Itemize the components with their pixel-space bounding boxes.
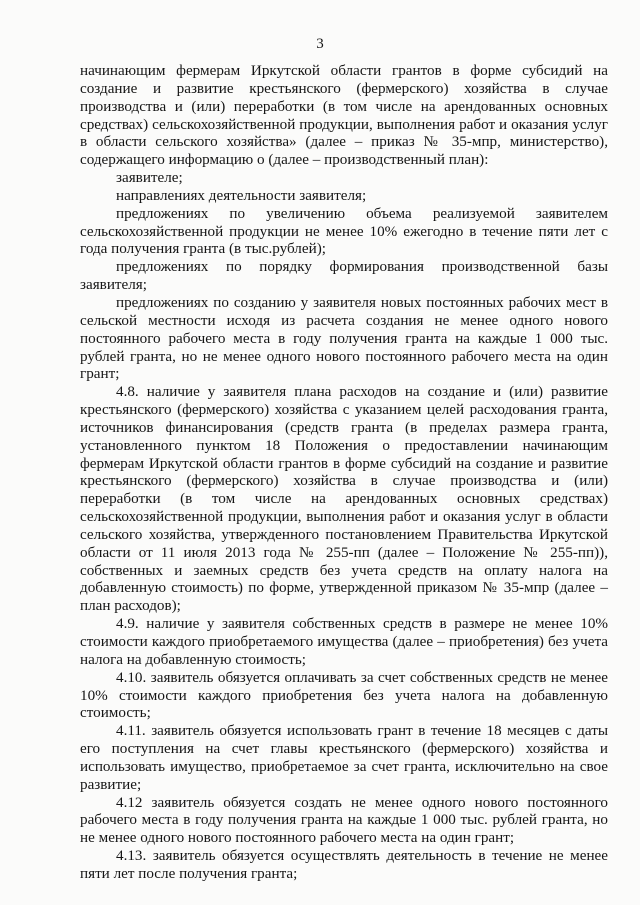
- paragraph: 4.12 заявитель обязуется создать не менее одного нового постоянного рабочего места в году получения гранта на каждые 1 000 тыс. рублей гранта, но не менее одного нового постоянного рабочего места на один грант;: [80, 793, 608, 847]
- paragraph: направлениях деятельности заявителя;: [116, 186, 367, 204]
- paragraph: предложениях по порядку формирования производственной базы заявителя;: [80, 258, 608, 294]
- paragraph: 4.11. заявитель обязуется использовать грант в течение 18 месяцев с даты его поступления на счет главы крестьянского (фермерского) хозяйства и использовать имущество, приобретаемое за счет гранта, исключительно на свое развитие;: [80, 722, 608, 793]
- paragraph: заявителе;: [116, 169, 183, 187]
- paragraph: 4.13. заявитель обязуется осуществлять деятельность в течение не менее пяти лет после получения гранта;: [80, 847, 608, 882]
- paragraph: 4.10. заявитель обязуется оплачивать за счет собственных средств не менее 10% стоимости каждого приобретения без учета налога на добавленную стоимость;: [80, 668, 608, 722]
- paragraph: начинающим фермерам Иркутской области грантов в форме субсидий на создание и развитие крестьянского (фермерского) хозяйства в случае производства и (или) переработки (в том числе на арендованных основных средствах) сельскохозяйственной продукции, выполнения работ и оказания услуг в области сельского хозяйства» (далее – приказ № 35-мпр, министерство), содержащего информацию о (далее – производственный план):: [80, 62, 608, 169]
- paragraph: предложениях по увеличению объема реализуемой заявителем сельскохозяйственной продукции не менее 10% ежегодно в течение пяти лет с года получения гранта (в тыс.рублей);: [80, 204, 608, 258]
- paragraph: предложениях по созданию у заявителя новых постоянных рабочих мест в сельской местности исходя из расчета создания не менее одного нового постоянного рабочего места в году получения гранта на каждые 1 000 тыс. рублей гранта, но не менее одного нового постоянного рабочего места на один грант;: [80, 293, 608, 383]
- document-body: [80, 62, 608, 883]
- paragraph: 4.8. наличие у заявителя плана расходов на создание и (или) развитие крестьянского (фермерского) хозяйства с указанием целей расходования гранта, источников финансирования (средств гранта (в пределах размера гранта, установленного пунктом 18 Положения о предоставлении начинающим фермерам Иркутской области грантов в форме субсидий на создание и развитие крестьянского (фермерского) хозяйства в случае производства и (или) переработки (в том числе на арендованных основных средствах) сельскохозяйственной продукции, выполнения работ и оказания услуг в области сельского хозяйства, утвержденного постановлением Правительства Иркутской области от 11 июля 2013 года № 255-пп (далее – Положение № 255-пп)), собственных и заемных средств без учета средств на оплату налога на добавленную стоимость) по форме, утвержденной приказом № 35-мпр (далее – план расходов);: [80, 383, 608, 615]
- page-number: 3: [316, 36, 324, 52]
- paragraph: 4.9. наличие у заявителя собственных средств в размере не менее 10% стоимости каждого приобретаемого имущества (далее – приобретения) без учета налога на добавленную стоимость;: [80, 615, 608, 668]
